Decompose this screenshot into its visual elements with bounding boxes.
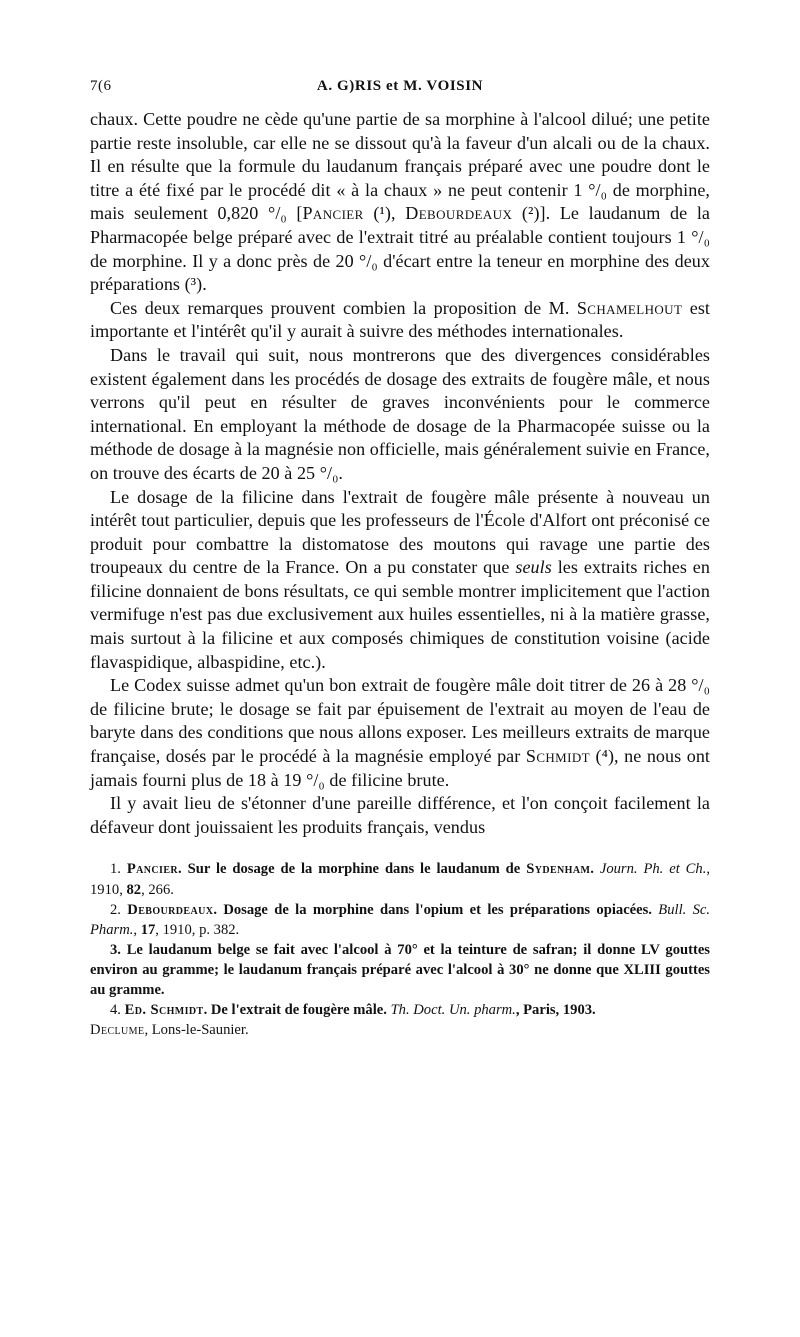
emphasis-seuls: seuls (515, 557, 552, 578)
footnote-2 (90, 900, 710, 940)
author-pancier: Pancier (302, 203, 364, 224)
footnote-1-text-c: , 1910, (90, 861, 710, 898)
footnote-1-volume: 82 (126, 881, 142, 898)
footnote-1 (90, 859, 710, 899)
footnote-2-text-b: , (133, 921, 141, 938)
paragraph-1-separator: , (391, 203, 406, 224)
paragraph-4 (90, 486, 710, 675)
reference-3: (³) (184, 274, 203, 295)
footnote-1-number: 1. (110, 861, 127, 878)
author-schamelhout: Schamelhout (576, 297, 683, 318)
reference-1: (¹) (373, 203, 392, 224)
paragraph-4-text-a: Le dosage de la filicine dans l'extrait de fougère mâle présente à nouveau un intérêt tout particulier, depuis que les professeurs de l'École d'Alfort ont préconisé ce produit pour combattre la distomatose des moutons qui ravage une partie des troupeaux du centre de la France. On a pu constater que (90, 486, 710, 578)
paragraph-5-text-a: Le Codex suisse admet qu'un bon extrait de fougère mâle doit titrer de 26 à 28 °/₀ de filicine brute; le dosage se fait par épuisement de l'extrait au moyen de l'eau de baryte dans des conditions que nous allons exposer. Les meilleurs extraits de marque française, dosés par le procédé à la magnésie employé par (90, 675, 710, 767)
author-debourdeaux: Debourdeaux (405, 203, 513, 224)
running-head (90, 78, 710, 104)
footnote-2-text-a: . Dosage de la morphine dans l'opium et les préparations opiacées. (213, 901, 659, 918)
footnote-1-text-d: , 266. (141, 881, 174, 898)
paragraph-5-text-b: , ne nous ont jamais fourni plus de 18 à 19 °/₀ de filicine brute. (90, 746, 711, 790)
footnote-2-text-c: , 1910, p. 382. (155, 921, 240, 938)
footnote-1-text-a: . Sur le dosage de la morphine dans le laudanum de (178, 861, 527, 878)
body-text (90, 108, 710, 839)
author-schmidt: Schmidt (525, 746, 590, 767)
paragraph-2 (90, 297, 710, 344)
page (90, 78, 710, 1040)
footnote-1-author: Pancier (126, 861, 179, 878)
paragraph-1-text-c: . (202, 274, 207, 295)
footnote-4-author: Ed. Schmidt (124, 1002, 204, 1019)
footnote-3-text-b: gouttes au gramme. (90, 961, 710, 998)
paragraph-1 (90, 108, 710, 297)
paragraph-3: Dans le travail qui suit, nous montrerons que des divergences considérables existent également dans les procédés de dosage des extraits de fougère mâle, et nous verrons qu'il peut en résulter de graves inconvénients pour le commerce international. En employant la méthode de dosage de la Pharmacopée suisse ou la méthode de dosage à la magnésie non officielle, mais généralement suivie en France, on trouve des écarts de 20 à 25 °/₀. (90, 344, 710, 483)
footnote-4-text-b: , Paris, 1903. (515, 1002, 596, 1019)
paragraph-1-text-a: chaux. Cette poudre ne cède qu'une partie de sa morphine à l'alcool dilué; une petite partie reste insoluble, car elle ne se dissout qu'à la faveur d'un alcali ou de la chaux. Il en résulte que la formule du laudanum français préparé avec une poudre dont le titre a été fixé par le procédé dit « à la chaux » ne peut contenir 1 °/₀ de morphine, mais seulement 0,820 °/₀ [ (90, 109, 710, 224)
footnote-4-text-a: . De l'extrait de fougère mâle. (203, 1002, 391, 1019)
footnote-3-text-a: 3. Le laudanum belge se fait avec l'alcool à 70° et la teinture de safran; il donne LV gouttes environ au gramme; le laudanum français préparé avec l'alcool à 30° ne donne que (90, 941, 710, 978)
imprint-printer: Declume (90, 1022, 145, 1039)
reference-2: (²) (521, 203, 540, 224)
page-number: 7(6 (90, 78, 112, 94)
running-title: A. G)RIS et M. VOISIN (316, 78, 484, 94)
paragraph-6: Il y avait lieu de s'étonner d'une pareille différence, et l'on conçoit facilement la défaveur dont jouissaient les produits français, vendus (90, 793, 710, 837)
footnote-2-author: Debourdeaux (127, 901, 214, 918)
footnote-2-journal: Bull. Sc. Pharm. (90, 901, 711, 938)
footnote-1-text-b: . (590, 861, 600, 878)
footnote-3-xliii: XLIII (623, 961, 661, 978)
footnote-1-sydenham: Sydenham (526, 861, 591, 878)
footnote-4-number: 4. (110, 1002, 125, 1019)
footnote-4-journal: Th. Doct. Un. pharm. (390, 1002, 516, 1019)
footnote-1-journal: Journ. Ph. et Ch. (599, 861, 707, 878)
footnote-2-number: 2. (110, 901, 128, 918)
footnote-2-volume: 17 (140, 921, 156, 938)
footnote-3 (90, 940, 710, 1000)
imprint (90, 1020, 710, 1040)
paragraph-1-text-b: ]. Le laudanum de la Pharmacopée belge préparé avec de l'extrait titré au préalable contient toujours 1 °/₀ de morphine. Il y a donc près de 20 °/₀ d'écart entre la teneur en morphine des deux préparations (90, 203, 710, 295)
paragraph-5 (90, 674, 710, 792)
paragraph-2-text-b: est importante et l'intérêt qu'il y aurait à suivre des méthodes internationales. (90, 297, 710, 342)
imprint-place: , Lons-le-Saunier. (144, 1022, 249, 1039)
footnote-4 (90, 1000, 710, 1020)
footnotes (90, 859, 710, 1040)
reference-4: (⁴) (595, 746, 615, 767)
paragraph-2-text-a: Ces deux remarques prouvent combien la proposition de M. (110, 297, 577, 318)
paragraph-4-text-b: les extraits riches en filicine donnaient de bons résultats, ce qui semble montrer implicitement que l'action vermifuge n'est pas due exclusivement aux huiles essentielles, ni à la matière grasse, mais surtout à la filicine et aux composés chimiques de constitution voisine (acide flavaspidique, albaspidine, etc.). (90, 557, 710, 672)
